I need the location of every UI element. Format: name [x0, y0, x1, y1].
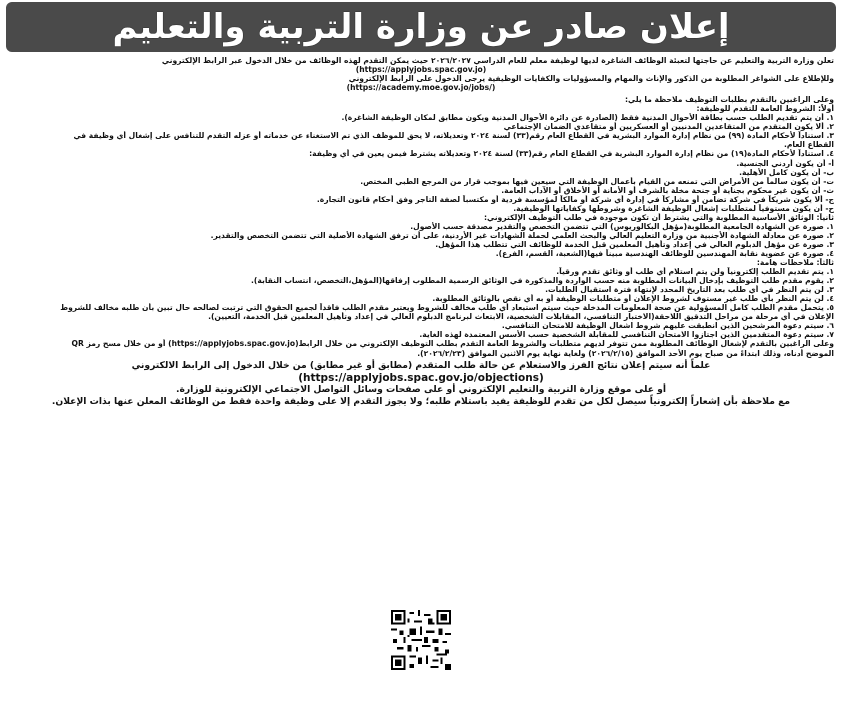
footer-notes	[8, 360, 834, 408]
apply-dates: الموضح أدناه، وذلك ابتداءً من صباح يوم الأحد الموافق (٢٠٢٦/٢/١٥) ولغاية نهاية يوم الاثنين الموافق (٢٠٢٦/٢/٢٣).	[417, 348, 834, 358]
list-item: ٤. صورة عن عضوية نقابة المهندسين للوظائف الهندسية مبيناً فيها(الشعبة، القسم، الفرع).	[495, 248, 834, 258]
apply-instructions: وعلى الراغبين بالتقدم لإشغال الوظائف المطلوبة ممن تتوفر لديهم متطلبات والشروط العامة التقدم بطلب التوظيف الإلكتروني من خلال الرابط(https://applyjobs.spac.gov.jo) أو من خلال مسح رمز QR	[71, 339, 834, 349]
list-item: ٣. صورة عن مؤهل الدبلوم العالي في إعداد وتأهيل المعلمين قبل الخدمة للوظائف التي تتطلب هذا المؤهل.	[435, 239, 834, 249]
footer-line: علماً أنه سيتم إعلان نتائج الفرز والاستعلام عن حالة طلب المتقدم (مطابق أو غير مطابق) من خلال الدخول إلى الرابط الالكتروني	[131, 359, 711, 371]
list-item: ١. أن يتم تقديم الطلب حسب بطاقة الأحوال المدنية فقط (الصادرة عن دائرة الأحوال المدنية ويكون مطابق لمكان الوظيفة الشاغرة).	[341, 113, 834, 123]
list-item: الإعلان في أي مرحلة من مراحل التدقيق اللاحقة(الاختبار التنافسي، المقابلات الشخصية، الابتعاث لبرنامج الدبلوم العالي في إعداد وتأهيل المعلمين قبل الخدمة، التعيين).	[208, 312, 834, 322]
title-banner	[6, 2, 836, 52]
list-item: أ- أن يكون أردني الجنسية.	[736, 158, 834, 168]
list-item: ٤. لن يتم النظر بأي طلب غير مستوف لشروط الإعلان أو متطلبات الوظيفة أو به أي نقص بالوثائق المطلوبة.	[432, 294, 834, 304]
list-item: ٥. يتحمل مقدم الطلب كامل المسؤولية عن صحة المعلومات المدخلة حيث سيتم استبعاد أي طلب مخالف للشروط ويعتبر مقدم الطلب فاقداً لجميع الحقوق التي ترتبت لصالحه حال تبين بأن طلبه مخالف للشروط	[60, 303, 834, 313]
section-heading: ثالثاً: ملاحظات هامة:	[756, 258, 834, 268]
list-item: ج- ألا يكون شريكاً في شركة تضامن أو مشاركاً في إدارة أي شركة أو مالكاً لمؤسسة فردية أو مكتسباً لصفة التاجر وفق أحكام قانون التجارة.	[316, 194, 834, 204]
list-item: ح- أن يكون مستوفياً لمتطلبات إشغال الوظيفة الشاغرة وشروطها وكفاياتها الوظيفية.	[513, 203, 834, 213]
footer-line: أو على موقع وزارة التربية والتعليم الإلكتروني أو على صفحات وسائل التواصل الاجتماعي الإلكترونية للوزارة.	[175, 383, 667, 395]
objections-link[interactable]: (https://applyjobs.spac.gov.jo/objections)	[298, 371, 544, 384]
apply-link[interactable]: (https://applyjobs.spac.gov.jo)	[355, 65, 487, 75]
intro-line: وعلى الراغبين بالتقدم بطلبات التوظيف ملاحظة ما يلي:	[625, 95, 834, 105]
list-item: ٢. ألا يكون المتقدم من المتقاعدين المدنيين أو العسكريين أو متقاعدي الضمان الإجتماعي	[503, 122, 834, 132]
intro-line: وللإطلاع على الشواغر المطلوبة من الذكور والإناث والمهام والمسؤوليات والكفايات الوظيفية يرجى الدخول على الرابط الإلكتروني	[348, 74, 834, 84]
list-item: ٧. سيتم دعوة المتقدمين الذين اجتازوا الامتحان التنافسي للمقابلة الشخصية حسب الأسس المعتمدة لهذه الغاية.	[419, 330, 834, 340]
list-item: ٣. استناداً لأحكام المادة (٩٩) من نظام إدارة الموارد البشرية في القطاع العام رقم(٣٣) لسنة ٢٠٢٤ وتعديلاته، لا يحق للموظف الذي تم الاستغناء عن خدماته أو عزله التقدم للتنافس على إشغال أي وظيفة في	[73, 131, 834, 141]
list-item: ت- أن يكون سالماً من الأمراض التي تمنعه من القيام بأعمال الوظيفة التي سيعين فيها بموجب قرار من المرجع الطبي المختص.	[360, 176, 834, 186]
section-heading: ثانياً: الوثائق الأساسية المطلوبة والتي يشترط أن تكون موجودة في طلب التوظيف الإلكتروني:	[483, 212, 834, 222]
page-title: إعلان صادر عن وزارة التربية والتعليم	[112, 7, 730, 47]
list-item: ب- أن يكون كامل الأهلية.	[739, 167, 834, 177]
list-item: ث- أن يكون غير محكوم بجناية أو جنحة مخلة بالشرف أو الأمانة أو الأخلاق أو الآداب العامة.	[501, 185, 834, 195]
list-item: ٦. سيتم دعوة المرشحين الذين انطبقت عليهم شروط اشغال الوظيفة للامتحان التنافسي.	[501, 321, 834, 331]
academy-link[interactable]: (https://academy.moe.gov.jo/jobs/)	[346, 83, 496, 93]
section-heading: أولاً: الشروط العامة للتقدم للوظيفة:	[696, 104, 834, 114]
list-item: ٢. صورة عن معادلة الشهادة الأجنبية من وزارة التعليم العالي والبحث العلمي لحملة الشهادات غير الأردنية، على أن ترفق الشهادة الأصلية التي تتضمن التخصص والتقدير.	[210, 230, 834, 240]
footer-line: مع ملاحظة بأن إشعاراً إلكترونياً سيصل لكل من تقدم للوظيفة يفيد باستلام طلبه؛ ولا يجوز التقدم إلا على وظيفة واحدة فقط من الوظائف المعلن عنها بذات الإعلان.	[51, 395, 791, 407]
list-item: ١. يتم تقديم الطلب إلكترونياً ولن يتم استلام أي طلب أو وثائق تقدم ورقياً.	[556, 267, 834, 277]
list-item: ٤. استناداً لأحكام المادة(١٩) من نظام إدارة الموارد البشرية في القطاع العام رقم(٣٣) لسنة ٢٠٢٤ وتعديلاته يشترط فيمن يعين في أي وظيفة:	[309, 149, 834, 159]
list-item: ١. صورة عن الشهادة الجامعية المطلوبة(مؤهل البكالوريوس) التي تتضمن التخصص والتقدير مصدقة حسب الأصول.	[410, 221, 834, 231]
qr-code-icon[interactable]	[391, 610, 451, 670]
list-item: ٢. يقوم مقدم طلب التوظيف بإدخال البيانات المطلوبة منه حسب الواردة والمذكورة في الوثائق الرسمية المطلوب إرفاقها(المؤهل،التخصص، انتساب النقابة).	[251, 276, 834, 286]
list-item: القطاع العام.	[783, 140, 834, 150]
intro-line: تعلن وزارة التربية والتعليم عن حاجتها لتعبئة الوظائف الشاغرة لديها لوظيفة معلم للعام الدراسي ٢٠٢٦/٢٠٢٧ حيث يمكن التقدم لهذه الوظائف من خلال الدخول عبر الرابط الإلكتروني	[161, 56, 834, 65]
list-item: ٣. لن يتم النظر في أي طلب بعد التاريخ المحدد لإنتهاء فترة استقبال الطلبات.	[545, 285, 834, 295]
